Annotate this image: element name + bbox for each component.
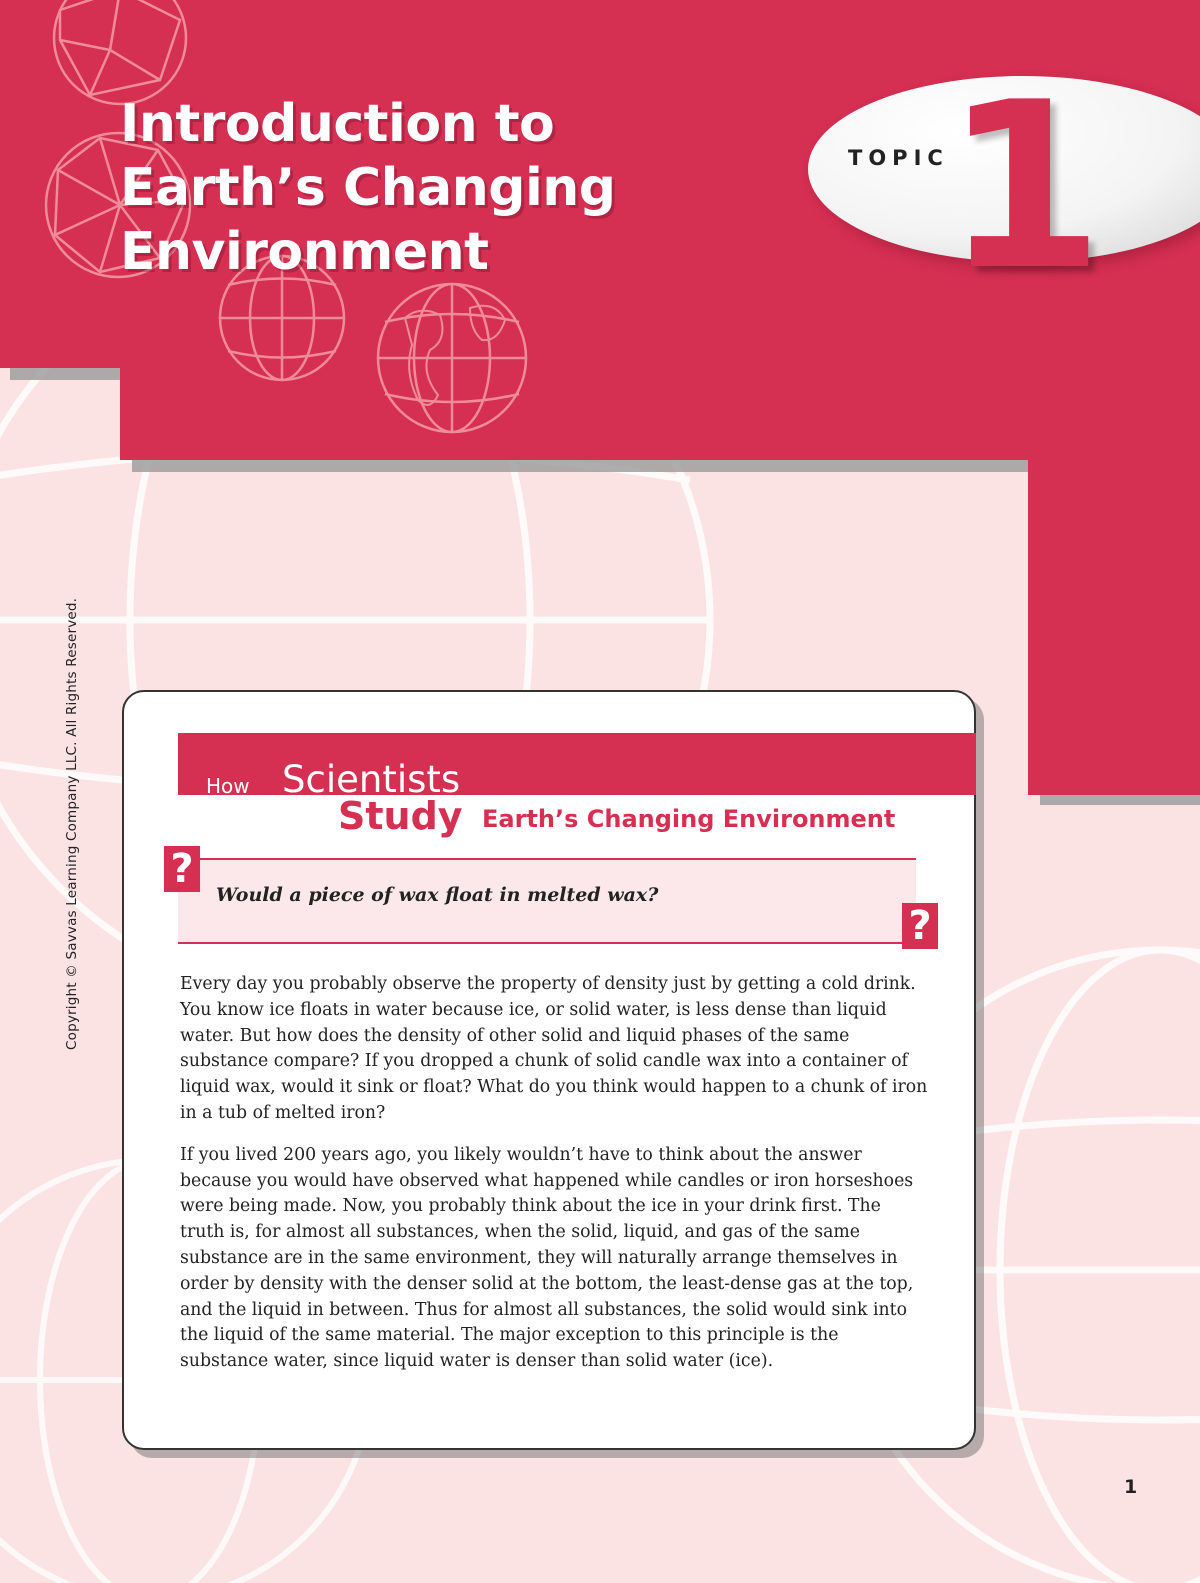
title-line: Earth’s Changing — [120, 158, 616, 218]
paragraph: Every day you probably observe the property of density just by getting a cold drink. You know ice floats in water because ice, or solid water, is less dense than liquid water. But how does the density of other solid and liquid phases of the same substance compare? If you dropped a chunk of solid candle wax into a container of liquid wax, would it sink or float? What do you think would happen to a chunk of iron in a tub of melted iron? — [180, 974, 928, 1123]
title-line: Environment — [120, 222, 489, 282]
topic-number: 1 — [944, 54, 1105, 321]
earth-globe-icon — [378, 284, 526, 432]
body-text — [180, 972, 930, 1391]
feature-heading-subtitle: Earth’s Changing Environment — [482, 805, 896, 833]
copyright-notice: Copyright © Savvas Learning Company LLC. All Rights Reserved. — [64, 597, 80, 1050]
page-title — [120, 92, 616, 284]
feature-heading-scientists: Scientists — [282, 758, 461, 801]
question-mark-icon: ? — [164, 846, 200, 892]
title-line: Introduction to — [120, 94, 555, 154]
paragraph: If you lived 200 years ago, you likely wouldn’t have to think about the answer because you would have observed what happened while candles or iron horseshoes were being made. Now, you probably think about the ice in your drink first. The truth is, for almost all substances, when the solid, liquid, and gas of the same substance are in the same environment, they will naturally arrange themselves in order by density with the denser solid at the bottom, the least-dense gas at the top, and the liquid in between. Thus for almost all substances, the solid would sink into the liquid of the same material. The major exception to this principle is the substance water, since liquid water is denser than solid water (ice). — [180, 1144, 914, 1372]
question-mark-icon: ? — [902, 903, 938, 949]
topic-label: TOPIC — [848, 146, 949, 170]
feature-heading-how: How — [206, 774, 250, 798]
question-text: Would a piece of wax float in melted wax? — [216, 884, 659, 906]
feature-heading-study: Study — [338, 794, 463, 838]
page-number: 1 — [1124, 1476, 1138, 1498]
